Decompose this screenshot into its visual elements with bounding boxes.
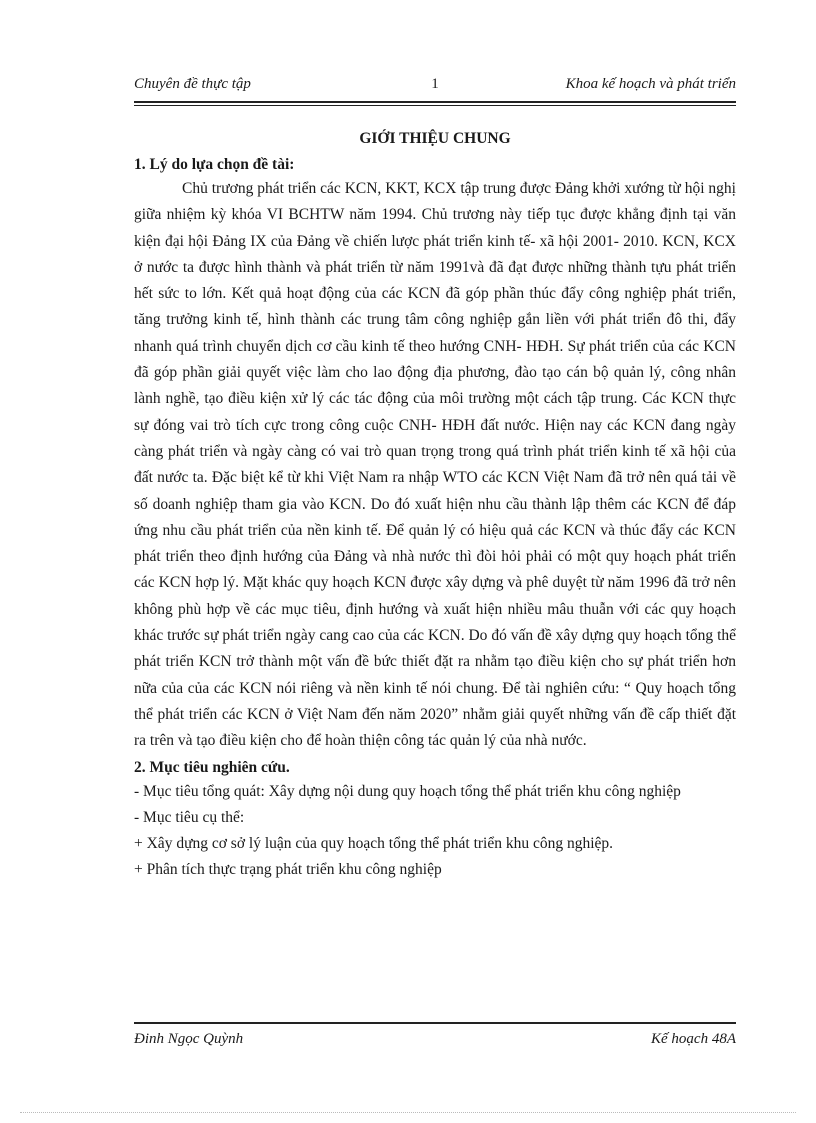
- header-rule: [134, 101, 736, 106]
- list-item: - Mục tiêu cụ thể:: [134, 808, 245, 826]
- section-1-paragraph: Chủ trương phát triển các KCN, KKT, KCX tập trung được Đảng khởi xướng từ hội nghị giữa nhiệm kỳ khóa VI BCHTW năm 1994. Chủ trương này tiếp tục được khẳng định tại văn kiện đại hội Đảng IX của Đảng về chiến lược phát triển kinh tế- xã hội 2001- 2010. KCN, KCX ở nước ta được hình thành và phát triển từ năm 1991và đã đạt được những thành tựu phát triển hết sức to lớn. Kết quả hoạt động của các KCN đã góp phần thúc đẩy công nghiệp phát triển, tăng trưởng kinh tế, hình thành các trung tâm công nghiệp gắn liền với phát triển đô thi, đẩy nhanh quá trình chuyển dịch cơ cầu kinh tế theo hướng CNH- HĐH. Sự phát triển của các KCN đã góp phần giải quyết việc làm cho lao động địa phương, đào tạo cán bộ quản lý, công nhân lành nghề, tạo điều kiện xử lý các tác động của môi trường một cách tập trung. Các KCN thực sự đóng vai trò tích cực trong công cuộc CNH- HĐH đất nước. Hiện nay các KCN đang ngày càng phát triển và ngày càng có vai trò quan trọng trong quá trình phát triển kinh tế xã hội của đất nước ta. Đặc biệt kể từ khi Việt Nam ra nhập WTO các KCN Việt Nam đã trở nên quá tải về số doanh nghiệp tham gia vào KCN. Do đó xuất hiện nhu cầu thành lập thêm các KCN để đáp ứng nhu cầu phát triển của nền kinh tế. Để quản lý có hiệu quả các KCN và thúc đẩy các KCN phát triển theo định hướng của Đảng và nhà nước thì đòi hỏi phải có một quy hoạch phát triển các KCN hợp lý. Mặt khác quy hoạch KCN được xây dựng và phê duyệt từ năm 1996 đã trở nên không phù hợp về các mục tiêu, định hướng và xuất hiện nhiều mâu thuẫn với các quy hoạch khác trước sự phát triển ngày cang cao của các KCN. Do đó vấn đề xây dựng quy hoạch tổng thể phát triển KCN trở thành một vấn đề bức thiết đặt ra nhằm tạo điều kiện cho sự phát triển hơn nữa của của các KCN nói riêng và nền kinh tế nói chung. Để tài nghiên cứu: “ Quy hoạch tổng thể phát triển các KCN ở Việt Nam đến năm 2020” nhằm giải quyết những vấn đề cấp thiết đặt ra trên và tạo điều kiện cho để hoàn thiện công tác quản lý của nhà nước.: [134, 180, 736, 750]
- page-body: [134, 130, 736, 884]
- section-1-heading: 1. Lý do lựa chọn đề tài:: [134, 156, 295, 173]
- header-department: Khoa kế hoạch và phát triển: [565, 76, 736, 92]
- list-item: + Phân tích thực trạng phát triển khu công nghiệp: [134, 861, 442, 879]
- page-title: GIỚI THIỆU CHUNG: [359, 130, 511, 147]
- page-footer: [134, 1031, 736, 1051]
- list-item: + Xây dựng cơ sở lý luận của quy hoạch tổng thể phát triển khu công nghiệp.: [134, 835, 614, 853]
- footer-author: Đinh Ngọc Quỳnh: [134, 1031, 244, 1047]
- page-edge-divider: [20, 1112, 796, 1113]
- header-document-type: Chuyên đề thực tập: [134, 76, 251, 92]
- section-2-heading: 2. Mục tiêu nghiên cứu.: [134, 758, 290, 776]
- page-header: [134, 76, 736, 96]
- footer-class: Kế hoạch 48A: [651, 1031, 736, 1047]
- list-item: - Mục tiêu tổng quát: Xây dựng nội dung quy hoạch tổng thể phát triển khu công nghiệp: [134, 782, 681, 800]
- page-number: 1: [431, 76, 439, 92]
- footer-rule: [134, 1022, 736, 1024]
